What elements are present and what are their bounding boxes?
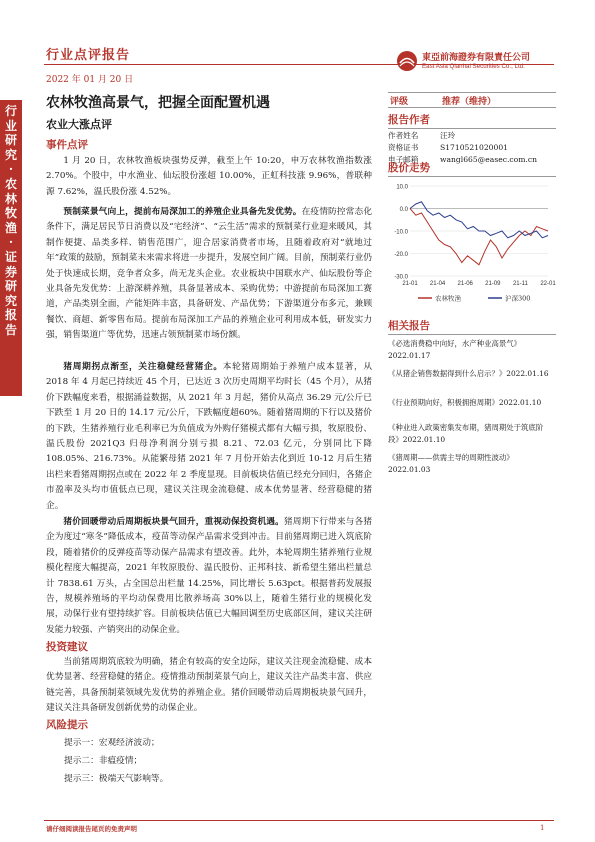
chart-y-ticks bbox=[394, 185, 408, 281]
section-invest-heading: 投资建议 bbox=[46, 641, 88, 653]
series-line bbox=[410, 209, 548, 265]
legend-label: 农林牧渔 bbox=[435, 294, 461, 303]
sidebar-banner: 行 业 研 究 · 农 林 牧 渔 · 证 券 研 究 报 告 bbox=[0, 100, 22, 396]
paragraph-animal-health: 猪价回暖带动后周期板块景气回升，重视动保投资机遇。猪周期下行带来与各猪企为度过“寒冬”降低成本，疫苗等动保产品需求受到冲击。目前猪周期已进入筑底阶段，随着猪价的反弹疫苗等动保产品需求有望改善。此外，本轮周期生猪养殖行业规模化程度大幅提高，2021 年牧原股份、温氏股份、正邦科技、新希望生猪出栏量总计 7838.61 万头，占全国总出栏量 14.25%，同比增长 5.63pct。根据普药发展报告，规模养殖场的平均动保费用比散养场高 30%以上，随着生猪行业的规模化发展，动保行业有望持续扩容。目前板块估值已大幅回调至历史底部区间，建议关注研发能力较强、产销突出的动保企业。 bbox=[46, 517, 373, 635]
chart-legend bbox=[418, 294, 530, 303]
report-date: 2022 年 01 月 20 日 bbox=[46, 75, 134, 85]
chart-x-ticks bbox=[402, 281, 556, 287]
paragraph-pig-cycle: 猪周期拐点渐至，关注稳健经营猪企。本轮猪周期始于养殖户成本显著，从 2018 年 4 月起已持续近 45 个月，已达近 3 次历史周期平均时长（45 个月），从猪价下跌幅度来看，根据涌益数据，从 2021 年 3 月起，猪价从高点 36.29 元/公斤已下跌至 1 月 20 日的 14.17 元/公斤，下跌幅度超60%。随着猪周期的下行以及猪价的下跌，生猪养殖行业毛利率已为负值成为外购仔猪模式都有大幅亏损，牧原股份、温氏股份 2021Q3 归母净利润分别亏损 8.21、72.03 亿元，分别同比下降 108.05%、216.73%。从能繁母猪 2021 年 7 月份开始去化到近 10-12 月后生猪出栏来看猪周期拐点或在 2022 年 2 季度显现。目前板块估值已经充分回归，各猪企市盈率及头均市值低点已现，建议关注现金流稳健、成本优势显著、经营稳健的猪企。 bbox=[46, 362, 373, 511]
page-number: 1 bbox=[540, 824, 545, 832]
related-section-heading: 相关报告 bbox=[388, 320, 430, 332]
author-table: 作者姓名 汪玲 资格证书 S1710521020001 电子邮箱 wangl665@easec.com.cn bbox=[388, 131, 537, 164]
report-title: 农林牧渔高景气，把握全面配置机遇 bbox=[46, 95, 270, 111]
y-tick-label: -30.0 bbox=[394, 274, 408, 281]
risk-item: 提示三：极端天气影响等。 bbox=[64, 774, 169, 784]
company-logo bbox=[394, 48, 554, 76]
rating-row bbox=[388, 92, 556, 108]
report-subtitle: 农业大涨点评 bbox=[46, 118, 112, 131]
x-tick-label: 21-01 bbox=[402, 281, 418, 287]
company-name-en: East Asia Qianhai Securities Co., Ltd. bbox=[422, 63, 525, 70]
report-category: 行业点评报告 bbox=[46, 48, 131, 63]
related-divider bbox=[388, 334, 556, 335]
footer-disclaimer: 请仔细阅读报告尾页的免责声明 bbox=[46, 825, 137, 833]
related-report-item[interactable]: 《种业进入政策密集发布期，猪周期处于筑底阶段》2022.01.10 bbox=[388, 423, 544, 444]
legend-label: 沪深300 bbox=[505, 294, 531, 303]
x-tick-label: 21-06 bbox=[457, 281, 473, 287]
footer-divider bbox=[44, 820, 554, 821]
rating-value: 推荐（维持） bbox=[442, 97, 497, 107]
section-risk-heading: 风险提示 bbox=[46, 719, 88, 731]
risk-item: 提示一：宏观经济波动； bbox=[64, 738, 160, 748]
y-tick-label: -10.0 bbox=[394, 229, 408, 236]
related-report-item[interactable]: 《行业预期向好，积极拥抱周期》2022.01.10 bbox=[388, 398, 542, 407]
related-report-item[interactable]: 《从猪企销售数据得到什么启示？》2022.01.16 bbox=[388, 369, 549, 378]
risk-item: 提示二：非瘟疫情； bbox=[64, 756, 143, 766]
trend-divider bbox=[388, 176, 556, 177]
x-tick-label: 22-01 bbox=[540, 281, 556, 287]
y-tick-label: 0.0 bbox=[399, 207, 408, 213]
author-divider bbox=[388, 128, 556, 129]
y-tick-label: -20.0 bbox=[394, 252, 408, 258]
x-tick-label: 21-11 bbox=[512, 281, 528, 287]
trend-section-heading: 股价走势 bbox=[388, 162, 430, 174]
x-tick-label: 21-09 bbox=[485, 281, 501, 287]
paragraph-event: 1 月 20 日，农林牧渔板块强势反弹，截至上午 10:20，申万农林牧渔指数涨 2.70%。个股中，中水渔业、仙坛股份涨超 10.00%，正虹科技涨 9.96%，普联种源 7.62%，温氏股份涨 4.52%。 bbox=[46, 156, 372, 197]
y-tick-label: 10.0 bbox=[396, 184, 408, 191]
paragraph-invest: 当前猪周期筑底较为明确，猪企有较高的安全边际，建议关注现金流稳健、成本优势显著、经营稳健的猪企。疫情推动预制菜景气向上，建议关注产品类丰富、供应链完善，具备预制菜领域先发优势的养殖企业。猪价回暖带动后周期板块景气回升，建议关注具备研发创新优势的动保企业。 bbox=[46, 657, 372, 714]
logo-mark-icon bbox=[396, 50, 418, 72]
author-section-heading: 报告作者 bbox=[388, 114, 430, 126]
x-tick-label: 21-04 bbox=[429, 281, 446, 287]
chart-series bbox=[410, 202, 548, 265]
related-report-item[interactable]: 《必选消费稳中向好，水产种业高景气》2022.01.17 bbox=[388, 339, 522, 360]
stock-trend-chart bbox=[388, 180, 556, 310]
related-report-item[interactable]: 《猪周期——供需主导的周期性波动》2022.01.03 bbox=[388, 453, 514, 474]
rating-label: 评级 bbox=[390, 97, 409, 107]
paragraph-prepared-food: 预制菜景气向上，提前布局深加工的养殖企业具备先发优势。在疫情防控常态化条件下，满足居民节日消费以及“宅经济”、“云生活”需求的预制菜行业迎来暖风，其制作便捷、品类多样、销售范围广，迎合居家消费者市场，且随着政府对“就地过年”政策的鼓励，预制菜未来需求将进一步提升，发展空间广阔。目前，预制菜行业仍处于快速成长期，竞争者众多，尚无龙头企业。农业板块中国联水产、仙坛股份等企业具备先发优势：上游深耕养殖，具备显著成本、采购优势；中游提前布局深加工赛道，产品类别全面，产能矩阵丰富，具备研发、产品优势；下游渠道分布多元，兼顾餐饮、商超、新零售布局。提前布局深加工产品的养殖企业可利用成本低，研发实力强，销售渠道广等优势，迅速占领预制菜市场份额。 bbox=[46, 207, 373, 341]
company-name-cn: 東亞前海證券有限責任公司 bbox=[422, 53, 531, 63]
section-event-heading: 事件点评 bbox=[46, 139, 88, 151]
